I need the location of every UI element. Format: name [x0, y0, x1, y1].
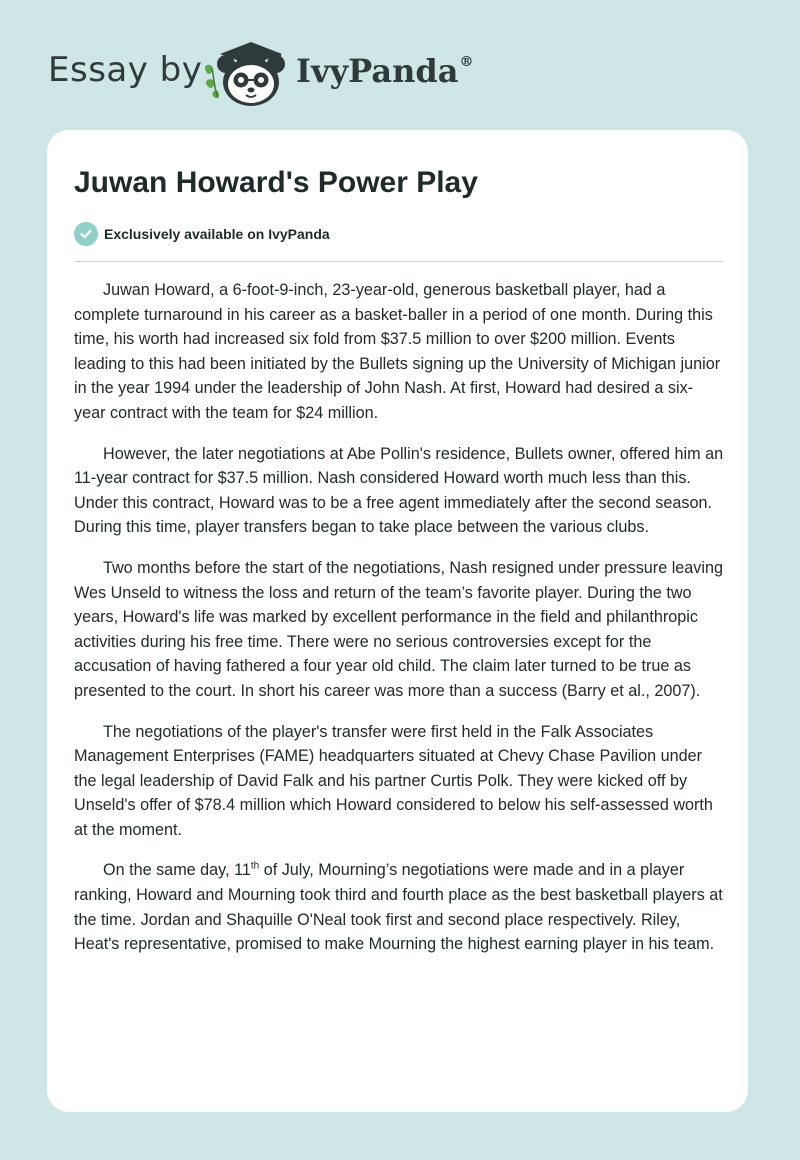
paragraph: Two months before the start of the negotiations, Nash resigned under pressure leaving Wes Unseld to witness the loss and return of the team’s favorite player. During the two years, Howard's life was marked by excellent performance in the field and philanthropic activities during his free time. There were no serious controversies except for the accusation of having fathered a four year old child. The claim later turned to be true as presented to the court. In short his career was more than a success (Barry et al., 2007).	[74, 558, 723, 700]
essay-card	[47, 130, 748, 1112]
essay-body	[74, 278, 724, 973]
paragraph: Juwan Howard, a 6-foot-9-inch, 23-year-old, generous basketball player, had a complete turnaround in his career as a basket-baller in a period of one month. During this time, his worth had increased six fold from $37.5 million to over $200 million. Events leading to this had been initiated by the Bullets signing up the University of Michigan junior in the year 1994 under the leadership of John Nash. At first, Howard had desired a six-year contract with the team for $24 million.	[74, 281, 721, 422]
ivypanda-wordmark[interactable]	[296, 52, 473, 90]
divider	[74, 261, 723, 262]
ordinal-suffix: th	[250, 861, 260, 873]
paragraph: However, the later negotiations at Abe Pollin's residence, Bullets owner, offered him an 11-year contract for $37.5 million. Nash considered Howard worth much less than this. Under this contract, Howard was to be a free agent immediately after the second season. During this time, player transfers began to take place between the various clubs.	[74, 444, 724, 537]
paragraph: The negotiations of the player's transfer were first held in the Falk Associates Management Enterprises (FAME) headquarters situated at Chevy Chase Pavilion under the legal leadership of David Falk and his partner Curtis Polk. They were kicked off by Unseld's offer of $78.4 million which Howard considered to below his self-assessed worth at the moment.	[74, 722, 713, 839]
paragraph-text: of July, Mourning’s negotiations were made and in a player ranking, Howard and Mourning took third and fourth place as the best basketball players at the time. Jordan and Shaquille O'Neal took first and second place respectively. Riley, Heat's representative, promised to make Mourning the highest earning player in his team.	[74, 861, 723, 954]
paragraph-text: On the same day, 11	[103, 861, 251, 880]
checkmark-icon	[74, 222, 98, 246]
registered-mark: ®	[459, 54, 474, 70]
essay-by-label: Essay by	[48, 50, 203, 90]
site-header	[0, 0, 800, 120]
exclusive-label: Exclusively available on IvyPanda	[104, 226, 330, 242]
paragraph	[74, 858, 724, 956]
exclusive-badge	[74, 222, 330, 246]
ivypanda-logo-icon[interactable]	[200, 34, 292, 108]
brand-name: IvyPanda	[296, 52, 459, 90]
essay-title: Juwan Howard's Power Play	[74, 166, 478, 199]
